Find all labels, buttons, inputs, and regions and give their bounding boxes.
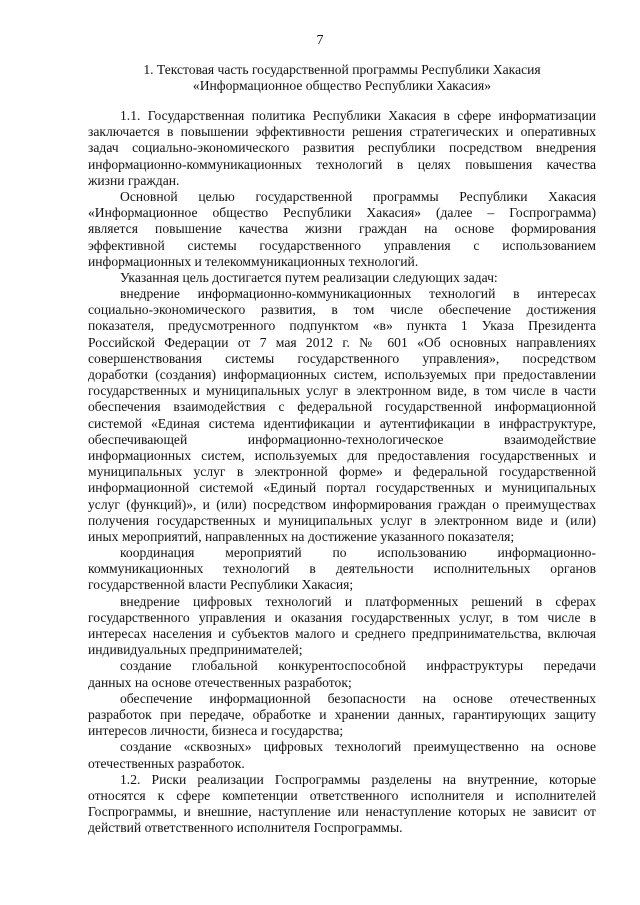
paragraph-line: внедрение информационно-коммуникационных технологий в интересах (120, 286, 596, 302)
paragraph (88, 691, 596, 740)
paragraph-line: «Информационное общество Республики Хакасия» (далее – Госпрограмма) (88, 205, 596, 221)
paragraph (88, 270, 596, 286)
paragraph (88, 286, 596, 545)
paragraph-line: Основной целью государственной программы Республики Хакасия (120, 188, 596, 204)
paragraph-line: Госпрограммы, и внешние, наступление или ненаступление которых не зависит от (88, 804, 596, 820)
paragraph-line: системой «Единая система идентификации и аутентификации в инфраструктуре, (88, 415, 596, 431)
paragraph-line: услуг (функций)», и (или) посредством информирования граждан о преимуществах (88, 496, 596, 512)
paragraph-line: 1.2. Риски реализации Госпрограммы разделены на внутренние, которые (120, 771, 596, 787)
paragraph (88, 594, 596, 659)
section-heading-line: «Информационное общество Республики Хакасия» (192, 78, 492, 94)
paragraph-line: внедрение цифровых технологий и платформенных решений в сферах (120, 593, 596, 609)
paragraph-line: государственной власти Республики Хакасия; (88, 577, 354, 593)
paragraph-line: создание «сквозных» цифровых технологий преимущественно на основе (120, 739, 596, 755)
section-heading (88, 62, 596, 95)
paragraph-line: доработки (создания) информационных систем, используемых при предоставлении (88, 367, 596, 382)
paragraph-line: интересах населения и субъектов малого и среднего предпринимательства, включая (88, 626, 596, 641)
paragraph-line: информационно-коммуникационных технологий в целях повышения качества (88, 156, 596, 172)
paragraph-line: информационных и телекоммуникационных технологий. (88, 253, 419, 269)
paragraph-line: разработок при передаче, обработке и хранении данных, гарантирующих защиту (88, 706, 596, 722)
paragraph-line: получения государственных и муниципальных услуг в электронном виде и (или) (88, 512, 596, 528)
page-number: 7 (316, 33, 324, 48)
paragraph-line: обеспечения взаимодействия с федеральной государственной информационной (88, 399, 596, 415)
section-heading-line: 1. Текстовая часть государственной программы Республики Хакасия (143, 62, 541, 77)
paragraph-line: создание глобальной конкурентоспособной инфраструктуры передачи (120, 658, 596, 674)
paragraph-line: Российской Федерации от 7 мая 2012 г. № 601 «Об основных направлениях (88, 334, 596, 350)
paragraph-line: государственного управления и оказания государственных услуг, в том числе в (88, 609, 596, 625)
paragraph (88, 545, 596, 594)
paragraph (88, 739, 596, 771)
paragraph-line: социально-экономического развития, в том числе обеспечение достижения (88, 302, 596, 318)
paragraph-line: обеспечивающей информационно-технологическое взаимодействие (88, 431, 596, 447)
paragraph-line: муниципальных услуг в электронной форме» и федеральной государственной (88, 464, 596, 480)
paragraph-line: жизни граждан. (88, 172, 180, 188)
paragraph-line: отечественных разработок. (88, 755, 245, 771)
paragraph-line: индивидуальных предпринимателей; (88, 642, 303, 658)
paragraph-line: совершенствования системы государственного управления», посредством (88, 350, 596, 366)
paragraph-line: 1.1. Государственная политика Республики Хакасия в сфере информатизации (120, 108, 596, 123)
paragraph (88, 108, 596, 189)
paragraph-line: государственных и муниципальных услуг в электронном виде, в том числе в части (88, 383, 596, 399)
paragraph (88, 658, 596, 690)
paragraph-line: эффективной системы государственного управления с использованием (88, 237, 596, 253)
paragraph (88, 772, 596, 837)
paragraph-line: относятся к сфере компетенции ответственного исполнителя и исполнителей (88, 787, 596, 803)
paragraph-line: действий ответственного исполнителя Госпрограммы. (88, 820, 403, 836)
paragraph-line: Указанная цель достигается путем реализации следующих задач: (120, 269, 498, 285)
paragraph-line: является повышение качества жизни граждан на основе формирования (88, 221, 596, 237)
paragraph-line: иных мероприятий, направленных на достижение указанного показателя; (88, 528, 515, 544)
paragraph-line: коммуникационных технологий в деятельности исполнительных органов (88, 561, 596, 577)
paragraph-line: задач социально-экономического развития республики посредством внедрения (88, 140, 596, 156)
paragraph (88, 189, 596, 270)
paragraph-line: показателя, предусмотренного подпунктом «в» пункта 1 Указа Президента (88, 318, 596, 334)
document-body (88, 108, 596, 836)
paragraph-line: координация мероприятий по использованию информационно- (120, 545, 596, 561)
paragraph-line: интересов личности, бизнеса и государства; (88, 723, 344, 739)
paragraph-line: информационных систем, используемых для предоставления государственных и (88, 447, 596, 463)
paragraph-line: обеспечение информационной безопасности на основе отечественных (120, 690, 596, 706)
paragraph-line: информационной системой «Единый портал государственных и муниципальных (88, 480, 596, 496)
paragraph-line: данных на основе отечественных разработок; (88, 674, 352, 690)
paragraph-line: заключается в повышении эффективности решения стратегических и оперативных (88, 124, 596, 140)
